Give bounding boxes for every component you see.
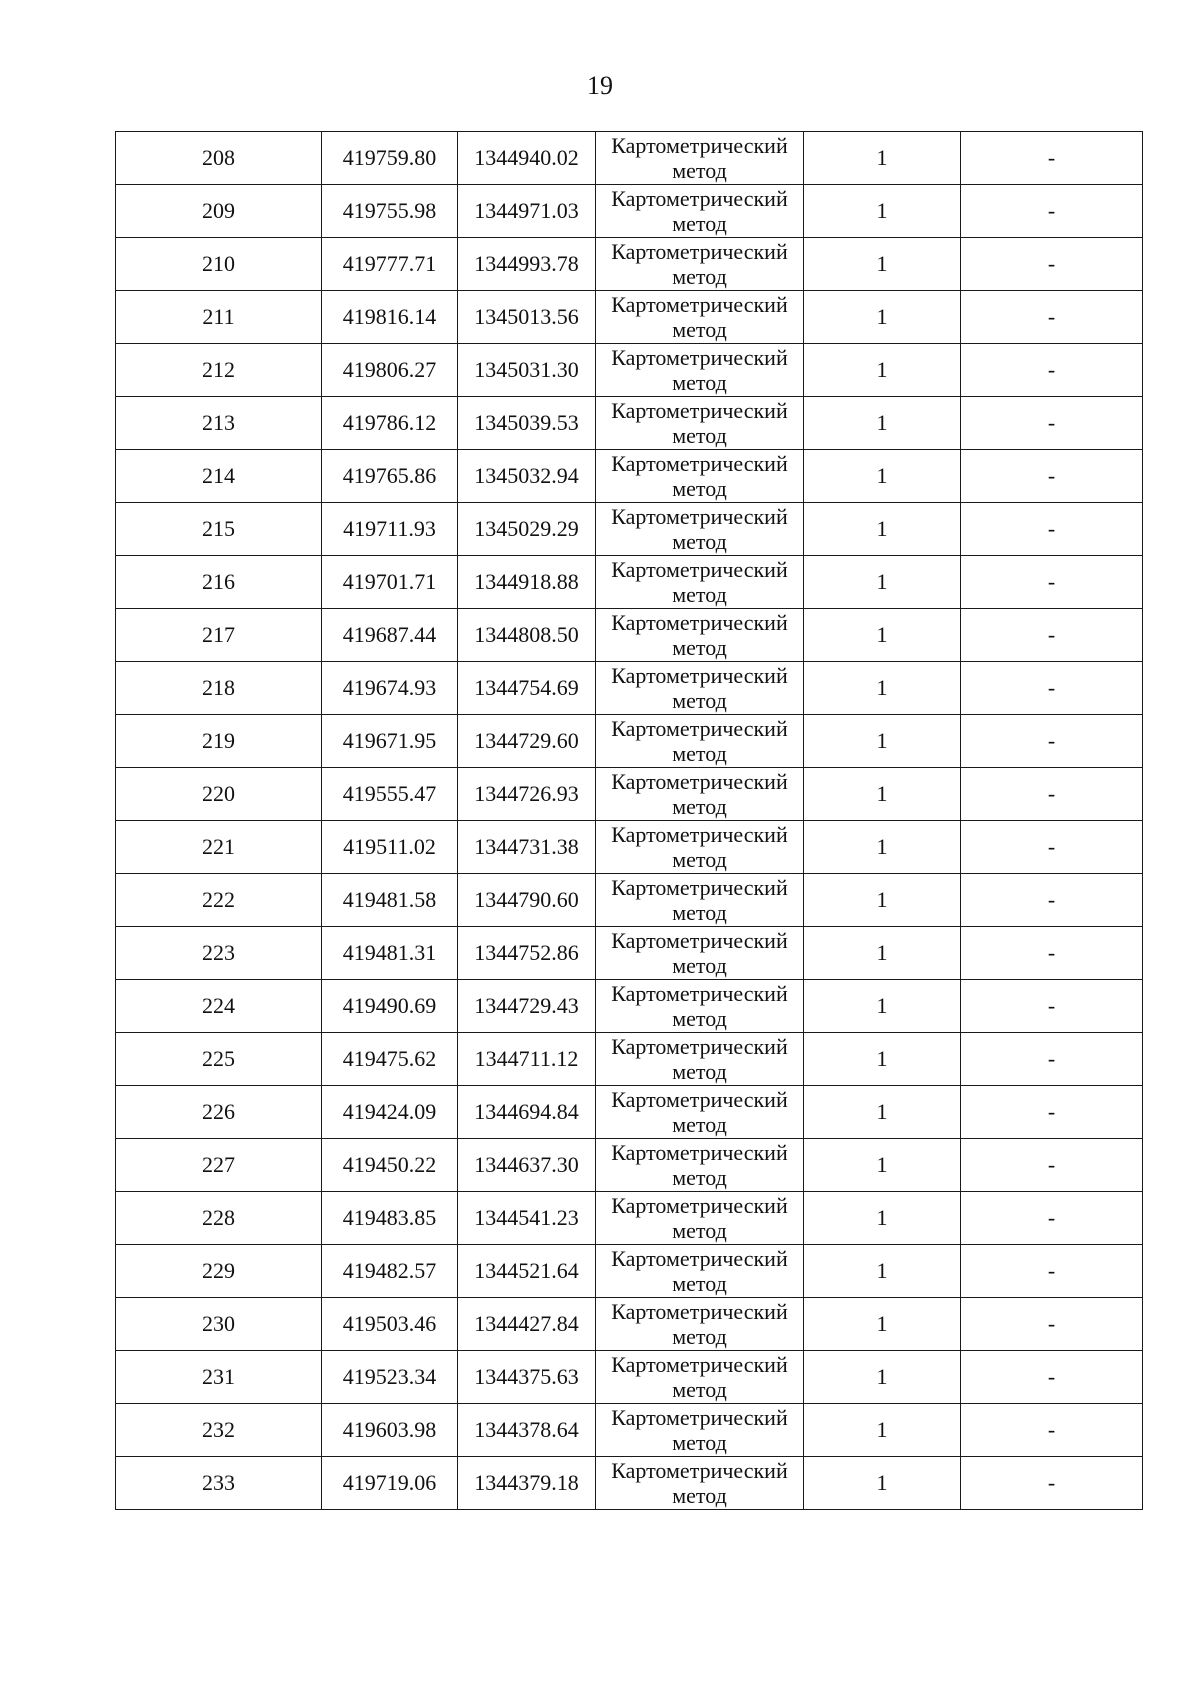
coordinates-table [115,131,1143,1510]
method-line-1: Картометрический [611,663,788,688]
table-row [116,609,1143,662]
note-cell: - [961,1139,1143,1192]
accuracy-cell: 1 [804,1351,961,1404]
point-number-cell: 231 [116,1351,322,1404]
accuracy-cell: 1 [804,1298,961,1351]
x-coordinate-cell: 419511.02 [322,821,458,874]
method-line-2: метод [672,370,727,395]
method-line-2: метод [672,1430,727,1455]
table-row [116,450,1143,503]
x-coordinate-cell: 419671.95 [322,715,458,768]
method-cell [596,1192,804,1245]
point-number-cell: 217 [116,609,322,662]
method-line-2: метод [672,317,727,342]
point-number-cell: 218 [116,662,322,715]
table-row [116,132,1143,185]
method-line-1: Картометрический [611,1087,788,1112]
note-cell: - [961,1298,1143,1351]
method-cell [596,927,804,980]
note-cell: - [961,715,1143,768]
accuracy-cell: 1 [804,291,961,344]
accuracy-cell: 1 [804,715,961,768]
table-row [116,1457,1143,1510]
x-coordinate-cell: 419806.27 [322,344,458,397]
method-line-2: метод [672,1483,727,1508]
method-line-2: метод [672,1271,727,1296]
accuracy-cell: 1 [804,1139,961,1192]
x-coordinate-cell: 419719.06 [322,1457,458,1510]
accuracy-cell: 1 [804,662,961,715]
accuracy-cell: 1 [804,768,961,821]
method-line-1: Картометрический [611,1034,788,1059]
method-cell [596,821,804,874]
method-line-1: Картометрический [611,981,788,1006]
x-coordinate-cell: 419786.12 [322,397,458,450]
accuracy-cell: 1 [804,874,961,927]
method-cell [596,874,804,927]
method-line-2: метод [672,1218,727,1243]
table-row [116,1192,1143,1245]
method-line-2: метод [672,688,727,713]
table-row [116,821,1143,874]
accuracy-cell: 1 [804,821,961,874]
note-cell: - [961,609,1143,662]
method-line-2: метод [672,582,727,607]
method-line-2: метод [672,847,727,872]
y-coordinate-cell: 1344729.43 [458,980,596,1033]
y-coordinate-cell: 1344379.18 [458,1457,596,1510]
note-cell: - [961,1404,1143,1457]
point-number-cell: 230 [116,1298,322,1351]
method-line-1: Картометрический [611,1140,788,1165]
note-cell: - [961,1245,1143,1298]
note-cell: - [961,874,1143,927]
note-cell: - [961,768,1143,821]
accuracy-cell: 1 [804,927,961,980]
method-line-2: метод [672,1377,727,1402]
x-coordinate-cell: 419481.31 [322,927,458,980]
note-cell: - [961,185,1143,238]
method-line-1: Картометрический [611,769,788,794]
y-coordinate-cell: 1344521.64 [458,1245,596,1298]
note-cell: - [961,503,1143,556]
y-coordinate-cell: 1344731.38 [458,821,596,874]
method-cell [596,132,804,185]
point-number-cell: 213 [116,397,322,450]
method-line-1: Картометрический [611,1193,788,1218]
method-line-1: Картометрический [611,133,788,158]
x-coordinate-cell: 419674.93 [322,662,458,715]
point-number-cell: 227 [116,1139,322,1192]
point-number-cell: 223 [116,927,322,980]
accuracy-cell: 1 [804,450,961,503]
method-cell [596,715,804,768]
y-coordinate-cell: 1345013.56 [458,291,596,344]
note-cell: - [961,1192,1143,1245]
y-coordinate-cell: 1344427.84 [458,1298,596,1351]
note-cell: - [961,1351,1143,1404]
accuracy-cell: 1 [804,397,961,450]
table-row [116,238,1143,291]
accuracy-cell: 1 [804,1086,961,1139]
note-cell: - [961,821,1143,874]
x-coordinate-cell: 419483.85 [322,1192,458,1245]
x-coordinate-cell: 419424.09 [322,1086,458,1139]
x-coordinate-cell: 419759.80 [322,132,458,185]
method-line-2: метод [672,211,727,236]
y-coordinate-cell: 1344637.30 [458,1139,596,1192]
table-row [116,715,1143,768]
method-line-2: метод [672,1112,727,1137]
method-line-1: Картометрический [611,504,788,529]
accuracy-cell: 1 [804,1457,961,1510]
y-coordinate-cell: 1344993.78 [458,238,596,291]
table-row [116,1298,1143,1351]
method-cell [596,291,804,344]
method-line-2: метод [672,1324,727,1349]
point-number-cell: 233 [116,1457,322,1510]
method-cell [596,1033,804,1086]
point-number-cell: 219 [116,715,322,768]
method-line-2: метод [672,264,727,289]
method-cell [596,662,804,715]
y-coordinate-cell: 1344378.64 [458,1404,596,1457]
method-line-2: метод [672,1006,727,1031]
accuracy-cell: 1 [804,1404,961,1457]
x-coordinate-cell: 419555.47 [322,768,458,821]
method-line-1: Картометрический [611,557,788,582]
point-number-cell: 216 [116,556,322,609]
method-line-2: метод [672,1059,727,1084]
x-coordinate-cell: 419603.98 [322,1404,458,1457]
method-cell [596,556,804,609]
y-coordinate-cell: 1344940.02 [458,132,596,185]
method-cell [596,450,804,503]
point-number-cell: 210 [116,238,322,291]
method-line-1: Картометрический [611,1458,788,1483]
method-line-1: Картометрический [611,928,788,953]
note-cell: - [961,450,1143,503]
note-cell: - [961,980,1143,1033]
point-number-cell: 209 [116,185,322,238]
table-row [116,291,1143,344]
x-coordinate-cell: 419490.69 [322,980,458,1033]
y-coordinate-cell: 1344541.23 [458,1192,596,1245]
y-coordinate-cell: 1344375.63 [458,1351,596,1404]
y-coordinate-cell: 1345032.94 [458,450,596,503]
table-row [116,1139,1143,1192]
x-coordinate-cell: 419450.22 [322,1139,458,1192]
table-row [116,397,1143,450]
table-row [116,185,1143,238]
x-coordinate-cell: 419701.71 [322,556,458,609]
coordinates-table-body [116,132,1143,1510]
method-cell [596,1245,804,1298]
table-row [116,1086,1143,1139]
note-cell: - [961,238,1143,291]
y-coordinate-cell: 1344711.12 [458,1033,596,1086]
method-cell [596,503,804,556]
accuracy-cell: 1 [804,1192,961,1245]
point-number-cell: 221 [116,821,322,874]
x-coordinate-cell: 419523.34 [322,1351,458,1404]
x-coordinate-cell: 419765.86 [322,450,458,503]
x-coordinate-cell: 419687.44 [322,609,458,662]
method-line-2: метод [672,635,727,660]
method-line-1: Картометрический [611,875,788,900]
method-line-2: метод [672,953,727,978]
point-number-cell: 222 [116,874,322,927]
method-line-2: метод [672,423,727,448]
method-cell [596,1404,804,1457]
method-line-2: метод [672,158,727,183]
point-number-cell: 225 [116,1033,322,1086]
y-coordinate-cell: 1344694.84 [458,1086,596,1139]
point-number-cell: 229 [116,1245,322,1298]
method-line-1: Картометрический [611,239,788,264]
method-cell [596,344,804,397]
accuracy-cell: 1 [804,238,961,291]
accuracy-cell: 1 [804,503,961,556]
method-line-1: Картометрический [611,1405,788,1430]
method-cell [596,980,804,1033]
method-line-1: Картометрический [611,1352,788,1377]
y-coordinate-cell: 1344729.60 [458,715,596,768]
note-cell: - [961,556,1143,609]
method-cell [596,609,804,662]
method-cell [596,1139,804,1192]
x-coordinate-cell: 419816.14 [322,291,458,344]
method-cell [596,1351,804,1404]
point-number-cell: 226 [116,1086,322,1139]
table-row [116,503,1143,556]
method-line-1: Картометрический [611,292,788,317]
method-cell [596,1086,804,1139]
accuracy-cell: 1 [804,344,961,397]
table-row [116,1404,1143,1457]
method-cell [596,397,804,450]
point-number-cell: 212 [116,344,322,397]
y-coordinate-cell: 1345039.53 [458,397,596,450]
table-row [116,1245,1143,1298]
table-row [116,556,1143,609]
y-coordinate-cell: 1344971.03 [458,185,596,238]
method-cell [596,238,804,291]
method-line-2: метод [672,529,727,554]
x-coordinate-cell: 419481.58 [322,874,458,927]
method-cell [596,768,804,821]
y-coordinate-cell: 1344754.69 [458,662,596,715]
point-number-cell: 220 [116,768,322,821]
method-line-2: метод [672,741,727,766]
method-line-1: Картометрический [611,345,788,370]
note-cell: - [961,927,1143,980]
point-number-cell: 215 [116,503,322,556]
method-line-2: метод [672,900,727,925]
method-line-1: Картометрический [611,1246,788,1271]
note-cell: - [961,291,1143,344]
y-coordinate-cell: 1344726.93 [458,768,596,821]
method-line-1: Картометрический [611,822,788,847]
method-line-1: Картометрический [611,398,788,423]
note-cell: - [961,662,1143,715]
point-number-cell: 224 [116,980,322,1033]
method-line-2: метод [672,794,727,819]
table-row [116,1351,1143,1404]
table-row [116,1033,1143,1086]
note-cell: - [961,397,1143,450]
note-cell: - [961,1457,1143,1510]
note-cell: - [961,1086,1143,1139]
method-line-1: Картометрический [611,1299,788,1324]
point-number-cell: 214 [116,450,322,503]
y-coordinate-cell: 1344790.60 [458,874,596,927]
method-line-1: Картометрический [611,451,788,476]
x-coordinate-cell: 419777.71 [322,238,458,291]
method-line-1: Картометрический [611,610,788,635]
x-coordinate-cell: 419482.57 [322,1245,458,1298]
point-number-cell: 211 [116,291,322,344]
table-row [116,662,1143,715]
accuracy-cell: 1 [804,556,961,609]
page-number: 19 [587,71,613,100]
note-cell: - [961,344,1143,397]
accuracy-cell: 1 [804,1245,961,1298]
method-line-2: метод [672,476,727,501]
y-coordinate-cell: 1344808.50 [458,609,596,662]
accuracy-cell: 1 [804,609,961,662]
method-line-2: метод [672,1165,727,1190]
point-number-cell: 228 [116,1192,322,1245]
table-row [116,344,1143,397]
y-coordinate-cell: 1345031.30 [458,344,596,397]
accuracy-cell: 1 [804,980,961,1033]
y-coordinate-cell: 1344752.86 [458,927,596,980]
method-line-1: Картометрический [611,716,788,741]
accuracy-cell: 1 [804,1033,961,1086]
note-cell: - [961,1033,1143,1086]
note-cell: - [961,132,1143,185]
method-line-1: Картометрический [611,186,788,211]
table-row [116,927,1143,980]
point-number-cell: 208 [116,132,322,185]
y-coordinate-cell: 1344918.88 [458,556,596,609]
table-row [116,768,1143,821]
x-coordinate-cell: 419503.46 [322,1298,458,1351]
x-coordinate-cell: 419711.93 [322,503,458,556]
table-row [116,980,1143,1033]
accuracy-cell: 1 [804,132,961,185]
y-coordinate-cell: 1345029.29 [458,503,596,556]
method-cell [596,1457,804,1510]
x-coordinate-cell: 419475.62 [322,1033,458,1086]
accuracy-cell: 1 [804,185,961,238]
table-row [116,874,1143,927]
point-number-cell: 232 [116,1404,322,1457]
x-coordinate-cell: 419755.98 [322,185,458,238]
method-cell [596,1298,804,1351]
method-cell [596,185,804,238]
